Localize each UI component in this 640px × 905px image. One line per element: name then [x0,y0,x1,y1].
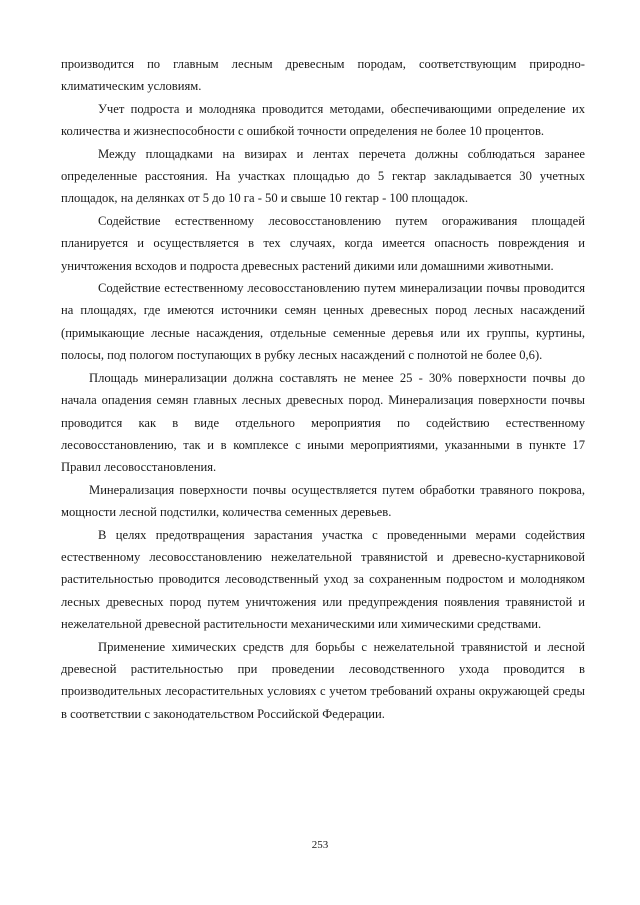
page-number: 253 [311,839,329,851]
paragraph-mineralization-method: Минерализация поверхности почвы осуществляется путем обработки травяного покрова, мощности лесной подстилки, количества семенных деревьев. [61,482,585,520]
paragraph-fencing: Содействие естественному лесовосстановлению путем огораживания площадей планируется и осуществляется в тех случаях, когда имеется опасность повреждения и уничтожения всходов и подроста древесных растений дикими или домашними животными. [61,213,585,273]
paragraph-overgrowth-prevention: В целях предотвращения зарастания участка с проведенными мерами содействия естественному лесовосстановлению нежелательной травянистой и древесно-кустарниковой растительностью проводится лесоводственный уход за сохраненным подростом и молодняком лесных древесных пород путем уничтожения или предупреждения появления травянистой и нежелательной древесной растительности механическими или химическими средствами. [61,527,585,632]
paragraph-undergrowth-count: Учет подроста и молодняка проводится методами, обеспечивающими определение их количества и жизнеспособности с ошибкой точности определения не более 10 процентов. [61,101,585,139]
body-text [61,53,585,725]
paragraph-mineralization-areas: Содействие естественному лесовосстановлению путем минерализации почвы проводится на площадях, где имеются источники семян ценных древесных пород лесных насаждений (примыкающие лесные насаждения, отдельные семенные деревья или их группы, куртины, полосы, под пологом поступающих в рубку лесных насаждений с полнотой не более 0,6). [61,281,585,363]
paragraph-continuation: производится по главным лесным древесным породам, соответствующим природно-климатическим условиям. [61,57,585,94]
paragraph-chemical-means: Применение химических средств для борьбы с нежелательной травянистой и лесной древесной растительностью при проведении лесоводственного ухода проводится в производительных лесорастительных условиях с учетом требований охраны окружающей среды в соответствии с законодательством Российской Федерации. [61,639,585,721]
paragraph-plot-distances: Между площадками на визирах и лентах перечета должны соблюдаться заранее определенные расстояния. На участках площадью до 5 гектар закладывается 30 учетных площадок, на делянках от 5 до 10 га - 50 и свыше 10 гектар - 100 площадок. [61,146,585,206]
paragraph-mineralization-share: Площадь минерализации должна составлять не менее 25 - 30% поверхности почвы до начала опадения семян главных лесных древесных пород. Минерализация поверхности почвы проводится как в виде отдельного мероприятия по содействию естественному лесовосстановлению, так и в комплексе с иными мероприятиями, указанными в пункте 17 Правил лесовосстановления. [61,370,585,475]
